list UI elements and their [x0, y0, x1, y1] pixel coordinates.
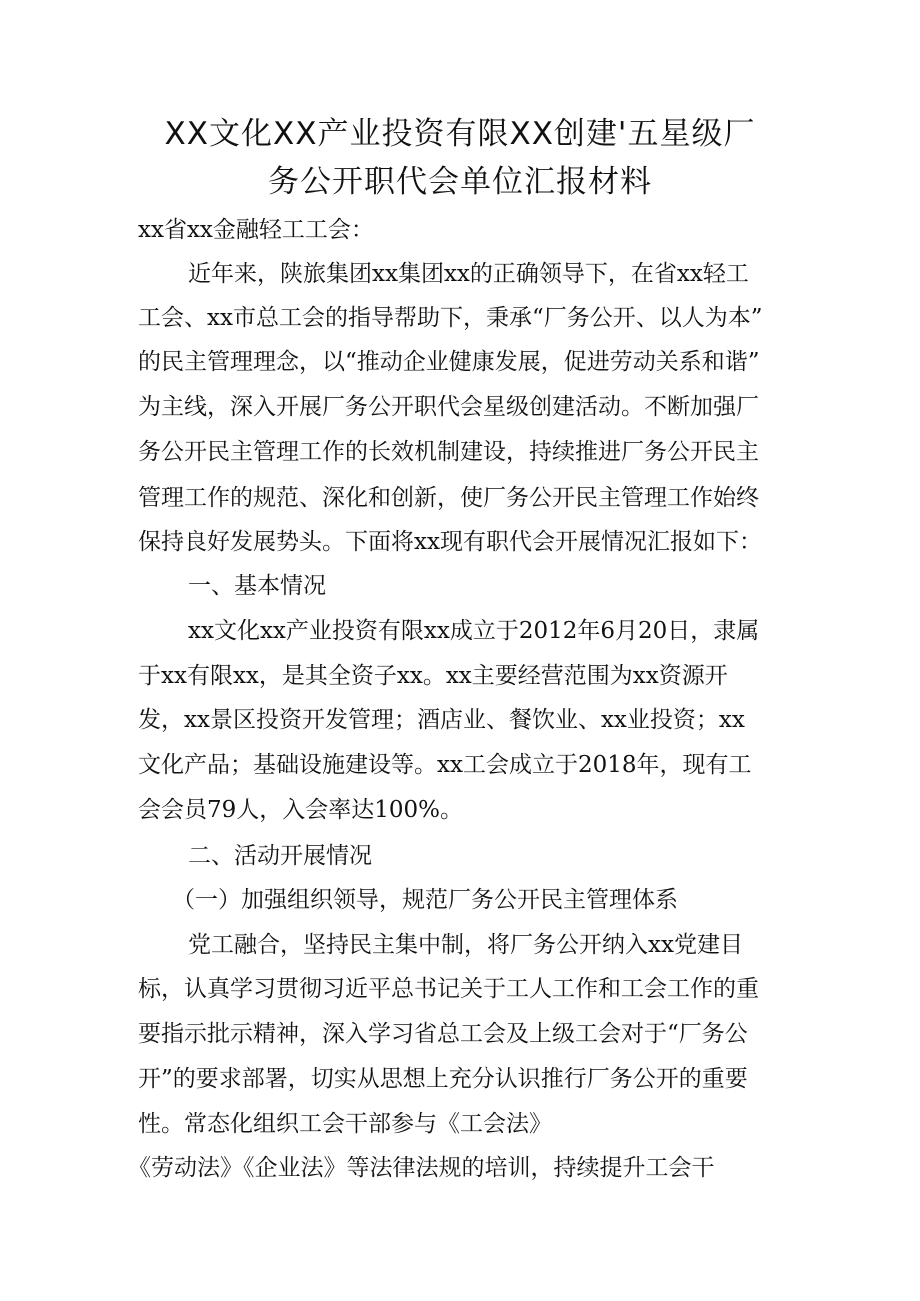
paragraph-1-line: 为主线，深入开展厂务公开职代会星级创建活动。不断加强厂: [138, 394, 759, 420]
paragraph-2-line: 文化产品；基础设施建设等。xx工会成立于2018年，现有工: [138, 752, 752, 778]
paragraph-1-line: 保持良好发展势头。下面将xx现有职代会开展情况汇报如下：: [138, 529, 762, 555]
paragraph-3-line: 性。常态化组织工会干部参与《工会法》: [138, 1111, 552, 1137]
paragraph-3-line: 党工融合，坚持民主集中制，将厂务公开纳入xx党建目: [188, 932, 743, 958]
paragraph-2-line: 发，xx景区投资开发管理；酒店业、餐饮业、xx业投资；xx: [138, 707, 745, 733]
section-heading-activities: 二、活动开展情况: [188, 843, 372, 869]
salutation: xx省xx金融轻工工会：: [138, 217, 374, 243]
section-heading-basic-info: 一、基本情况: [188, 573, 326, 599]
paragraph-3-line: 标，认真学习贯彻习近平总书记关于工人工作和工会工作的重: [138, 976, 759, 1002]
paragraph-1-line: 的民主管理理念，以“推动企业健康发展，促进劳动关系和谐”: [138, 349, 760, 375]
paragraph-1-line: 务公开民主管理工作的长效机制建设，持续推进厂务公开民主: [138, 439, 759, 465]
paragraph-3-line: 要指示批示精神，深入学习省总工会及上级工会对于“厂务公: [138, 1021, 748, 1047]
paragraph-1-line: 近年来，陕旅集团xx集团xx的正确领导下，在省xx轻工: [188, 261, 749, 287]
document-title-line-2: 务公开职代会单位汇报材料: [268, 164, 652, 200]
paragraph-2-line: 于xx有限xx，是其全资子xx。xx主要经营范围为xx资源开: [138, 663, 728, 689]
paragraph-1-line: 管理工作的规范、深化和创新，使厂务公开民主管理工作始终: [138, 485, 759, 511]
subsection-heading-1: （一）加强组织领导，规范厂务公开民主管理体系: [172, 887, 678, 913]
paragraph-3-line: 《劳动法》《企业法》等法律法规的培训，持续提升工会干: [128, 1155, 715, 1181]
paragraph-3-line: 开”的要求部署，切实从思想上充分认识推行厂务公开的重要: [138, 1066, 748, 1092]
paragraph-1-line: 工会、xx市总工会的指导帮助下，秉承“厂务公开、以人为本”: [138, 305, 763, 331]
paragraph-2-line: 会会员79人，入会率达100%。: [138, 797, 464, 823]
document-title-line-1: XX文化XX产业投资有限XX创建'五星级厂: [164, 116, 756, 152]
paragraph-2-line: xx文化xx产业投资有限xx成立于2012年6月20日，隶属: [188, 618, 760, 644]
